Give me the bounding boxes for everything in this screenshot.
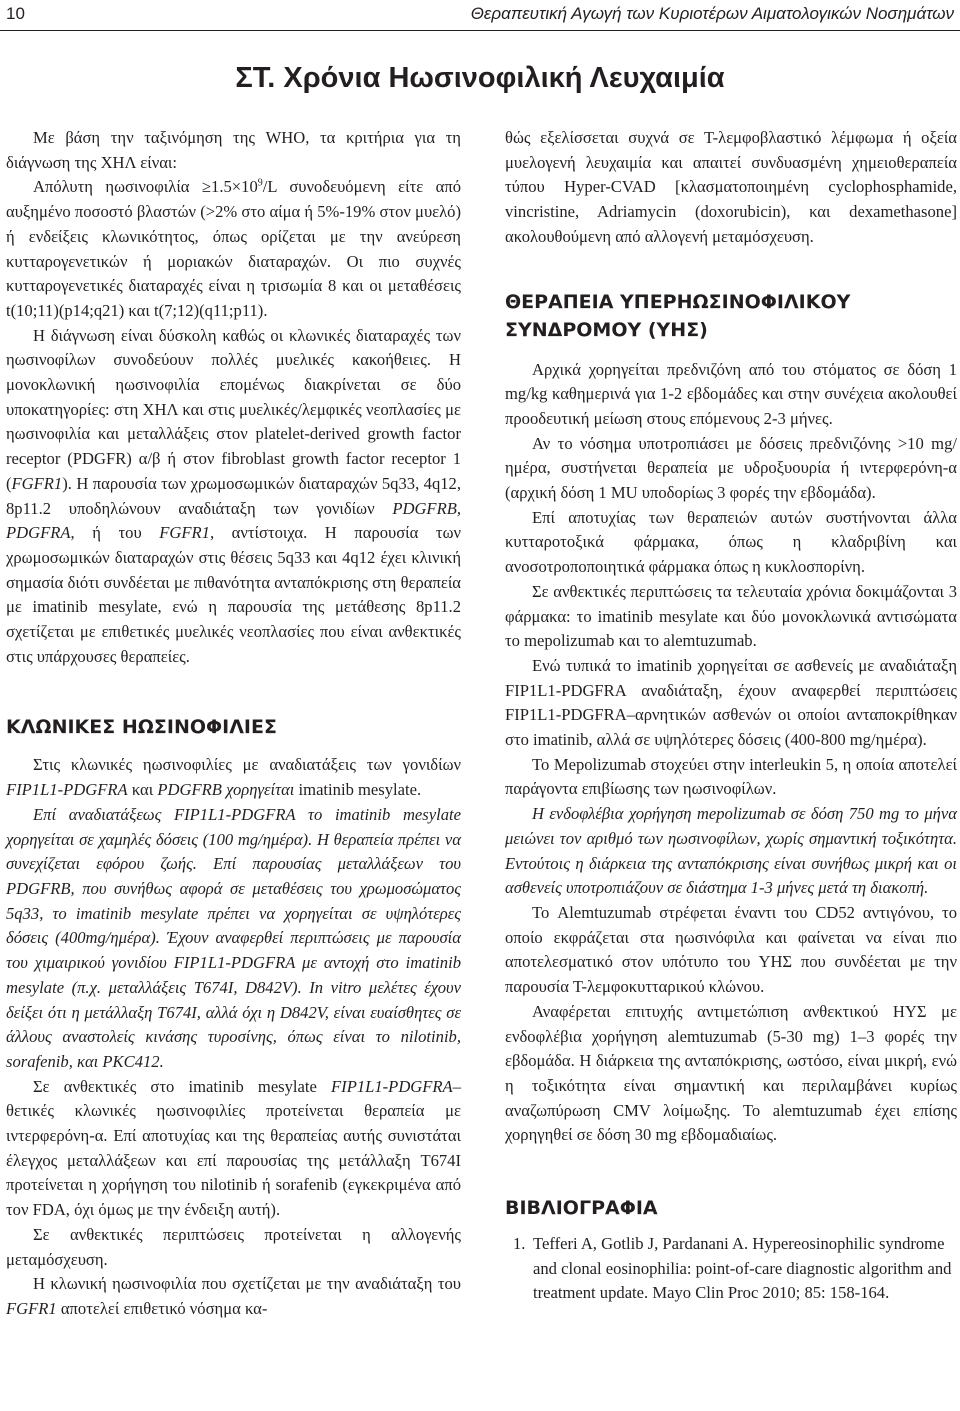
section-title: ΣΤ. Χρόνια Ηωσινοφιλική Λευχαιμία [235,62,725,94]
paragraph: Το Mepolizumab στοχεύει στην interleukin 5, η οποία αποτελεί παράγοντα επιβίωσης των ηωσινοφίλων. [505,754,957,799]
paragraph: Απόλυτη $\eta\omega\sigma\iota\nu o\varphi\iota\lambda ί\alpha \ge 1.5\times 10^9/L$ συνοδευόμενη είτε από αυξημένο ποσοστό βλαστών (>2% στο αίμα ή 5%-19% στον μυελό) ή ενδείξεις κλωνικότητος, όπως ορίζεται με την ανεύρεση κυτταρογενετικών ή μοριακών διαταραχών. Οι πιο συχνές κυτταρογενετικές διαταραχές είναι η τρισωμία 8 και οι μεταθέσεις t(10;11)(p14;q21) και t(7;12)(q11;p11). [6,177,461,320]
heading-hes-treatment: ΘΕΡΑΠΕΙΑ ΥΠΕΡΗΩΣΙΝΟΦΙΛΙΚΟΥ ΣΥΝΔΡΟΜΟΥ (ΥΗΣ) [505,290,851,341]
header-rule [0,30,960,31]
heading-bibliography: ΒΙΒΛΙΟΓΡΑΦΙΑ [505,1197,658,1220]
left-column [6,126,461,1322]
paragraph: Σε ανθεκτικές στο imatinib mesylate FIP1L1-PDGFRA– θετικές κλωνικές ηωσινοφιλίες προτείνεται θεραπεία με ιντερφερόνη-α. Επί αποτυχίας και της θεραπείας αυτής συνιστάται έλεγχος μεταλλάξεων και επί παρουσίας της μετάλλαξη T674I προτείνεται η χορήγηση του nilotinib ή sorafenib (εγκεκριμένα από τον FDA, όχι όμως με την ένδειξη αυτή). [6,1076,461,1220]
paragraph-italic: Η ενδοφλέβια χορήγηση mepolizumab σε δόση 750 mg το μήνα μειώνει τον αριθμό των ηωσινοφίλων, χωρίς σημαντική τοξικότητα. Εντούτοις η διάρκεια της ανταπόκρισης είναι συνήθως μικρή και οι ασθενείς υποτροπιάζουν σε διάστημα 1-3 μήνες μετά τη διακοπή. [505,804,957,898]
paragraph: θώς εξελίσσεται συχνά σε Τ-λεμφοβλαστικό λέμφωμα ή οξεία μυελογενή λευχαιμία και απαιτεί συνδυασμένη χημειοθεραπεία τύπου Hyper-CVAD [κλασματοποιημένη cyclophosphamide, vincristine, Adriamycin (doxorubicin), και dexamethasone] ακολουθούμενη από αλλογενή μεταμόσχευση. [505,128,957,246]
paragraph: Η διάγνωση είναι δύσκολη καθώς οι κλωνικές διαταραχές των ηωσινοφίλων συνοδεύουν πολλές μυελικές κακοήθειες. Η μονοκλωνική ηωσινοφιλία επομένως διακρίνεται σε δύο υποκατηγορίες: στη ΧΗΛ και στις μυελικές/λεμφικές νεοπλασίες με ηωσινοφιλία και μεταλλάξεις στον platelet-derived growth factor receptor (PDGFR) α/β ή στον fibroblast growth factor receptor 1 (FGFR1). Η παρουσία των χρωμοσωμικών διαταραχών 5q33, 4q12, 8p11.2 υποδηλώνουν αναδιάταξη των γονιδίων PDGFRB, PDGFRA, ή του FGFR1, αντίστοιχα. Η παρουσία των χρωμοσωμικών διαταραχών στις θέσεις 5q33 και 4q12 έχει κλινική σημασία διότι συνδέεται με πιθανότητα ανταπόκρισης στη θεραπεία με imatinib mesylate, ενώ η παρουσία της μετάθεσης 8p11.2 σχετίζεται με επιθετικές μυελικές νεοπλασίες που είναι ανθεκτικές στις υπάρχουσες θεραπείες. [6,325,462,666]
paragraph: Αναφέρεται επιτυχής αντιμετώπιση ανθεκτικού ΗΥΣ με ενδοφλέβια χορήγηση alemtuzumab (5-30 mg) 1–3 φορές την εβδομάδα. Η διάρκεια της ανταπόκρισης, ωστόσο, είναι μικρή, ενώ η τοξικότητα είναι σημαντική και περιλαμβάνει κυρίως αναζωπύρωση CMV λοίμωξης. Το alemtuzumab έχει επίσης χορηγηθεί σε δόση 30 mg εβδομαδιαίως. [505,1001,957,1145]
paragraph: Με βάση την ταξινόμηση της WHO, τα κριτήρια για τη διάγνωση της ΧΗΛ είναι: [6,128,461,172]
paragraph: Αρχικά χορηγείται πρεδνιζόνη από του στόματος σε δόση 1 mg/kg καθημερινά για 1-2 εβδομάδες και στην συνέχεια ακολουθεί προοδευτική μείωση στους επόμενους 2-3 μήνες. [505,359,957,428]
paragraph: Ενώ τυπικά το imatinib χορηγείται σε ασθενείς με αναδιάταξη FIP1L1-PDGFRA αναδιάταξη, έχουν αναφερθεί περιπτώσεις FIP1L1-PDGFRA–αρνητικών ασθενών οι οποίοι ανταποκρίθηκαν στο imatinib, αλλά σε υψηλότερες δόσεις (400-800 mg/ημέρα). [505,655,957,750]
running-title: Θεραπευτική Αγωγή των Κυριοτέρων Αιματολογικών Νοσημάτων [470,4,954,23]
paragraph: Στις κλωνικές ηωσινοφιλίες με αναδιατάξεις των γονιδίων FIP1L1-PDGFRA και PDGFRB χορηγείται imatinib mesylate. [6,755,461,800]
paragraph: Η κλωνική ηωσινοφιλία που σχετίζεται με την αναδιάταξη του FGFR1 αποτελεί επιθετικό νόσημα κα- [6,1274,461,1318]
heading-clonal-eosinophilias: ΚΛΩΝΙΚΕΣ ΗΩΣΙΝΟΦΙΛΙΕΣ [6,716,277,739]
paragraph: Επί αποτυχίας των θεραπειών αυτών συστήνονται άλλα κυτταροτοξικά φάρμακα, όπως η κλαδριβίνη και ανοσοτροποποιητικά φάρμακα όπως η κυκλοσπορίνη. [505,507,957,577]
page-number: 10 [6,4,25,23]
paragraph-italic: Επί αναδιατάξεως FIP1L1-PDGFRA το imatinib mesylate χορηγείται σε χαμηλές δόσεις (100 mg/ημέρα). Η θεραπεία πρέπει να συνεχίζεται εφόρου ζωής. Επί παρουσίας μεταλλάξεων του PDGFRB, που συνήθως αφορά σε μεταθέσεις του χρωμοσώματος 5q33, το imatinib mesylate πρέπει να χορηγείται σε υψηλότερες δόσεις (400mg/ημέρα). Έχουν αναφερθεί περιπτώσεις με παρουσία του χιμαιρικού γονιδίου FIP1L1-PDGFRA με αντοχή στο imatinib mesylate (π.χ. μεταλλάξεις T674I, D842V). In vitro μελέτες έχουν δείξει ότι η μετάλλαξη T674I, αλλά όχι η D842V, είναι ευαίσθητες σε άλλους αναστολείς κινάσης τυροσίνης, όπως είναι το nilotinib, sorafenib, και PKC412. [6,804,461,1071]
reference-text: Tefferi A, Gotlib J, Pardanani A. Hypereosinophilic syndrome and clonal eosinophilia: point-of-care diagnostic algorithm and treatment update. Mayo Clin Proc 2010; 85: 158-164. [533,1234,952,1303]
paragraph: Το Alemtuzumab στρέφεται έναντι του CD52 αντιγόνου, το οποίο εκφράζεται στα ηωσινόφιλα και φαίνεται να είναι πιο αποτελεσματικό στον υπότυπο του ΥΗΣ που συνδέεται με την παρουσία Τ-λεμφοκυτταρικού κλώνου. [505,902,957,997]
page-header [0,0,960,30]
paragraph: Σε ανθεκτικές περιπτώσεις προτείνεται η αλλογενής μεταμόσχευση. [6,1224,461,1269]
paragraph: Σε ανθεκτικές περιπτώσεις τα τελευταία χρόνια δοκιμάζονται 3 φάρμακα: το imatinib mesylate και δύο μονοκλωνικά αντισώματα το mepolizumab και το alemtuzumab. [505,581,957,651]
right-column [505,126,957,1306]
reference-item [505,1232,957,1306]
reference-number: 1. [513,1234,526,1254]
paragraph: Αν το νόσημα υποτροπιάσει με δόσεις πρεδνιζόνης >10 mg/ημέρα, συστήνεται θεραπεία με υδροξυουρία ή ιντερφερόνη-α (αρχική δόση 1 MU υποδορίως 3 φορές την εβδομάδα). [505,433,957,503]
